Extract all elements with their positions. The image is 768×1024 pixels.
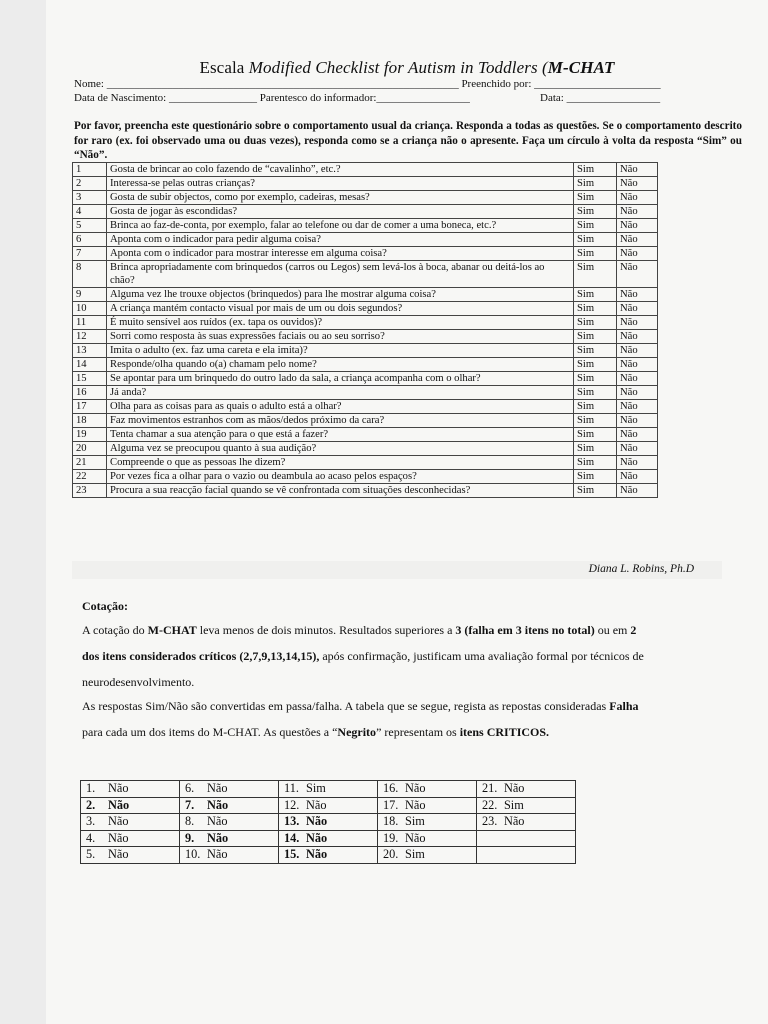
question-row bbox=[73, 163, 658, 177]
item-number: 23. bbox=[481, 814, 498, 828]
answer-no[interactable]: Não bbox=[617, 400, 658, 414]
answer-no[interactable]: Não bbox=[617, 261, 658, 288]
answer-yes[interactable]: Sim bbox=[574, 470, 617, 484]
scoring-table bbox=[80, 780, 576, 864]
answer-no[interactable]: Não bbox=[617, 470, 658, 484]
fail-answer: Sim bbox=[405, 814, 425, 828]
author-signature: Diana L. Robins, Ph.D bbox=[588, 563, 694, 575]
fail-answer: Não bbox=[207, 797, 229, 812]
question-number: 11 bbox=[73, 316, 107, 330]
fail-answer: Não bbox=[108, 781, 129, 795]
question-row bbox=[73, 456, 658, 470]
answer-no[interactable]: Não bbox=[617, 233, 658, 247]
scoring-cell bbox=[279, 830, 378, 847]
question-row bbox=[73, 330, 658, 344]
scoring-cell bbox=[279, 797, 378, 814]
answer-no[interactable]: Não bbox=[617, 316, 658, 330]
scoring-cell bbox=[81, 830, 180, 847]
question-number: 6 bbox=[73, 233, 107, 247]
item-number: 16. bbox=[383, 781, 399, 795]
answer-yes[interactable]: Sim bbox=[574, 261, 617, 288]
question-row bbox=[73, 177, 658, 191]
document-title: Escala Modified Checklist for Autism in Toddlers (M-CHAT bbox=[199, 58, 615, 77]
scoring-cell bbox=[81, 814, 180, 831]
scoring-cell bbox=[378, 830, 477, 847]
fail-answer: Não bbox=[306, 847, 328, 861]
questionnaire-table bbox=[72, 162, 658, 498]
fail-answer: Sim bbox=[503, 797, 524, 812]
question-row bbox=[73, 288, 658, 302]
scoring-cell bbox=[180, 830, 279, 847]
document-page bbox=[46, 0, 768, 1024]
answer-no[interactable]: Não bbox=[617, 247, 658, 261]
answer-yes[interactable]: Sim bbox=[574, 219, 617, 233]
answer-yes[interactable]: Sim bbox=[574, 302, 617, 316]
scoring-cell bbox=[279, 814, 378, 831]
scoring-cell bbox=[476, 797, 575, 814]
question-number: 7 bbox=[73, 247, 107, 261]
fail-answer: Não bbox=[306, 814, 328, 828]
item-number: 8. bbox=[185, 814, 195, 828]
answer-yes[interactable]: Sim bbox=[574, 344, 617, 358]
answer-yes[interactable]: Sim bbox=[574, 330, 617, 344]
answer-no[interactable]: Não bbox=[617, 442, 658, 456]
item-number: 6. bbox=[185, 781, 195, 795]
question-number: 3 bbox=[73, 191, 107, 205]
question-number: 1 bbox=[73, 163, 107, 177]
question-row bbox=[73, 400, 658, 414]
answer-yes[interactable]: Sim bbox=[574, 442, 617, 456]
answer-yes[interactable]: Sim bbox=[574, 414, 617, 428]
answer-yes[interactable]: Sim bbox=[574, 400, 617, 414]
question-row bbox=[73, 470, 658, 484]
fail-answer: Não bbox=[108, 814, 129, 828]
question-text: Por vezes fica a olhar para o vazio ou deambula ao acaso pelos espaços? bbox=[107, 470, 574, 484]
answer-no[interactable]: Não bbox=[617, 414, 658, 428]
scoring-row bbox=[81, 797, 576, 814]
answer-yes[interactable]: Sim bbox=[574, 484, 617, 498]
answer-yes[interactable]: Sim bbox=[574, 316, 617, 330]
scoring-cell bbox=[180, 797, 279, 814]
scoring-cell bbox=[378, 797, 477, 814]
question-text: Gosta de brincar ao colo fazendo de “cavalinho”, etc.? bbox=[107, 163, 574, 177]
question-row bbox=[73, 414, 658, 428]
answer-yes[interactable]: Sim bbox=[574, 177, 617, 191]
question-text: Gosta de subir objectos, como por exemplo, cadeiras, mesas? bbox=[107, 191, 574, 205]
fail-answer: Não bbox=[405, 781, 426, 795]
fail-answer: Não bbox=[207, 814, 228, 828]
item-number: 5. bbox=[86, 847, 96, 861]
question-row bbox=[73, 233, 658, 247]
answer-no[interactable]: Não bbox=[617, 163, 658, 177]
item-number: 2. bbox=[86, 797, 96, 812]
item-number: 21. bbox=[481, 781, 498, 795]
question-number: 9 bbox=[73, 288, 107, 302]
name-line: Nome: ________________________________________________________________ Preenchido por: _______________________ bbox=[74, 78, 661, 90]
answer-no[interactable]: Não bbox=[617, 386, 658, 400]
question-text: Procura a sua reacção facial quando se vê confrontada com situações desconhecidas? bbox=[107, 484, 574, 498]
answer-no[interactable]: Não bbox=[617, 484, 658, 498]
fail-answer: Sim bbox=[405, 847, 425, 861]
question-number: 16 bbox=[73, 386, 107, 400]
question-number: 21 bbox=[73, 456, 107, 470]
scoring-cell bbox=[279, 781, 378, 798]
answer-no[interactable]: Não bbox=[617, 358, 658, 372]
item-number: 20. bbox=[383, 847, 399, 861]
answer-no[interactable]: Não bbox=[617, 288, 658, 302]
answer-yes[interactable]: Sim bbox=[574, 247, 617, 261]
question-number: 19 bbox=[73, 428, 107, 442]
scoring-cell bbox=[81, 781, 180, 798]
scoring-row bbox=[81, 781, 576, 798]
question-text: Sorri como resposta às suas expressões faciais ou ao seu sorriso? bbox=[107, 330, 574, 344]
item-number: 22. bbox=[481, 797, 498, 812]
scoring-cell bbox=[378, 814, 477, 831]
question-number: 4 bbox=[73, 205, 107, 219]
question-row bbox=[73, 205, 658, 219]
scoring-heading: Cotação: bbox=[82, 599, 128, 613]
scoring-cell bbox=[378, 781, 477, 798]
question-row bbox=[73, 219, 658, 233]
scoring-cell bbox=[476, 847, 575, 864]
question-number: 17 bbox=[73, 400, 107, 414]
fail-answer: Não bbox=[503, 814, 525, 828]
scoring-cell bbox=[378, 847, 477, 864]
answer-yes[interactable]: Sim bbox=[574, 372, 617, 386]
question-row bbox=[73, 442, 658, 456]
scoring-row bbox=[81, 830, 576, 847]
question-text: Alguma vez lhe trouxe objectos (brinquedos) para lhe mostrar alguma coisa? bbox=[107, 288, 574, 302]
question-row bbox=[73, 344, 658, 358]
item-number: 4. bbox=[86, 830, 96, 845]
birth-date-line: Data de Nascimento: ________________ Parentesco do informador:_________________ bbox=[74, 92, 470, 104]
item-number: 12. bbox=[284, 797, 300, 812]
item-number: 19. bbox=[383, 830, 399, 845]
question-text: Alguma vez se preocupou quanto à sua audição? bbox=[107, 442, 574, 456]
fail-answer: Não bbox=[108, 830, 129, 845]
question-row bbox=[73, 302, 658, 316]
item-number: 9. bbox=[185, 830, 195, 845]
answer-yes[interactable]: Sim bbox=[574, 205, 617, 219]
fail-answer: Não bbox=[405, 830, 426, 845]
question-number: 20 bbox=[73, 442, 107, 456]
fail-answer: Não bbox=[207, 830, 229, 845]
question-text: Compreende o que as pessoas lhe dizem? bbox=[107, 456, 574, 470]
answer-no[interactable]: Não bbox=[617, 302, 658, 316]
item-number: 18. bbox=[383, 814, 399, 828]
answer-no[interactable]: Não bbox=[617, 456, 658, 470]
fail-answer: Não bbox=[405, 797, 426, 812]
question-text: Imita o adulto (ex. faz uma careta e ela imita)? bbox=[107, 344, 574, 358]
question-text: Olha para as coisas para as quais o adulto está a olhar? bbox=[107, 400, 574, 414]
answer-no[interactable]: Não bbox=[617, 205, 658, 219]
answer-no[interactable]: Não bbox=[617, 177, 658, 191]
answer-yes[interactable]: Sim bbox=[574, 428, 617, 442]
question-number: 10 bbox=[73, 302, 107, 316]
scoring-cell bbox=[476, 814, 575, 831]
question-number: 14 bbox=[73, 358, 107, 372]
question-text: Brinca apropriadamente com brinquedos (carros ou Legos) sem levá-los à boca, abanar ou deitá-los ao chão? bbox=[107, 261, 574, 288]
instructions: Por favor, preencha este questionário sobre o comportamento usual da criança. Responda a todas as questões. Se o comportamento descrito for raro (ex. foi observado uma ou duas vezes), responda como se a criança não o apresente. Faça um círculo à volta da resposta “Sim” ou “Não”. bbox=[74, 120, 742, 161]
question-text: Se apontar para um brinquedo do outro lado da sala, a criança acompanha com o olhar? bbox=[107, 372, 574, 386]
question-text: É muito sensível aos ruídos (ex. tapa os ouvidos)? bbox=[107, 316, 574, 330]
scoring-cell bbox=[279, 847, 378, 864]
answer-yes[interactable]: Sim bbox=[574, 358, 617, 372]
scoring-cell bbox=[180, 814, 279, 831]
item-number: 13. bbox=[284, 814, 300, 828]
answer-yes[interactable]: Sim bbox=[574, 233, 617, 247]
scoring-paragraph-2: As respostas Sim/Não são convertidas em passa/falha. A tabela que se segue, regista as repostas consideradas Falha para cada um dos items do M-CHAT. As questões a “Negrito” representam os itens CRITICOS. bbox=[82, 699, 639, 739]
question-number: 8 bbox=[73, 261, 107, 288]
question-text: Brinca ao faz-de-conta, por exemplo, falar ao telefone ou dar de comer a uma boneca, etc.? bbox=[107, 219, 574, 233]
question-text: Tenta chamar a sua atenção para o que está a fazer? bbox=[107, 428, 574, 442]
question-number: 18 bbox=[73, 414, 107, 428]
fail-answer: Não bbox=[108, 847, 129, 861]
question-text: A criança mantém contacto visual por mais de um ou dois segundos? bbox=[107, 302, 574, 316]
scoring-cell bbox=[476, 781, 575, 798]
fail-answer: Não bbox=[306, 830, 328, 845]
question-number: 12 bbox=[73, 330, 107, 344]
answer-no[interactable]: Não bbox=[617, 330, 658, 344]
answer-yes[interactable]: Sim bbox=[574, 288, 617, 302]
question-row bbox=[73, 484, 658, 498]
question-text: Faz movimentos estranhos com as mãos/dedos próximo da cara? bbox=[107, 414, 574, 428]
answer-no[interactable]: Não bbox=[617, 428, 658, 442]
question-row bbox=[73, 261, 658, 288]
question-row bbox=[73, 316, 658, 330]
question-row bbox=[73, 428, 658, 442]
scoring-row bbox=[81, 847, 576, 864]
question-number: 5 bbox=[73, 219, 107, 233]
item-number: 11. bbox=[284, 781, 299, 795]
scoring-cell bbox=[81, 797, 180, 814]
item-number: 15. bbox=[284, 847, 300, 861]
question-row bbox=[73, 372, 658, 386]
fail-answer: Não bbox=[207, 781, 228, 795]
scoring-paragraph-1: A cotação do M-CHAT leva menos de dois minutos. Resultados superiores a 3 (falha em 3 itens no total) ou em 2 dos itens considerados críticos (2,7,9,13,14,15), após confirmação, justificam uma avaliação formal por técnicos de neurodesenvolvimento. bbox=[82, 623, 644, 689]
question-text: Já anda? bbox=[107, 386, 574, 400]
item-number: 7. bbox=[185, 797, 195, 812]
fail-answer: Não bbox=[108, 797, 130, 812]
question-text: Gosta de jogar às escondidas? bbox=[107, 205, 574, 219]
fail-answer: Sim bbox=[306, 781, 326, 795]
item-number: 10. bbox=[185, 847, 201, 861]
answer-yes[interactable]: Sim bbox=[574, 386, 617, 400]
question-text: Aponta com o indicador para pedir alguma coisa? bbox=[107, 233, 574, 247]
item-number: 3. bbox=[86, 814, 96, 828]
question-row bbox=[73, 386, 658, 400]
scoring-row bbox=[81, 814, 576, 831]
item-number: 14. bbox=[284, 830, 300, 845]
answer-no[interactable]: Não bbox=[617, 191, 658, 205]
question-row bbox=[73, 191, 658, 205]
question-text: Aponta com o indicador para mostrar interesse em alguma coisa? bbox=[107, 247, 574, 261]
date-line: Data: _________________ bbox=[540, 92, 661, 104]
answer-no[interactable]: Não bbox=[617, 344, 658, 358]
scoring-cell bbox=[180, 847, 279, 864]
answer-yes[interactable]: Sim bbox=[574, 163, 617, 177]
answer-no[interactable]: Não bbox=[617, 219, 658, 233]
question-number: 15 bbox=[73, 372, 107, 386]
question-number: 23 bbox=[73, 484, 107, 498]
question-row bbox=[73, 247, 658, 261]
question-row bbox=[73, 358, 658, 372]
answer-no[interactable]: Não bbox=[617, 372, 658, 386]
fail-answer: Não bbox=[207, 847, 228, 861]
question-number: 2 bbox=[73, 177, 107, 191]
scoring-cell bbox=[476, 830, 575, 847]
question-number: 13 bbox=[73, 344, 107, 358]
fail-answer: Não bbox=[306, 797, 327, 812]
question-number: 22 bbox=[73, 470, 107, 484]
answer-yes[interactable]: Sim bbox=[574, 191, 617, 205]
scoring-cell bbox=[81, 847, 180, 864]
question-text: Interessa-se pelas outras crianças? bbox=[107, 177, 574, 191]
answer-yes[interactable]: Sim bbox=[574, 456, 617, 470]
question-text: Responde/olha quando o(a) chamam pelo nome? bbox=[107, 358, 574, 372]
fail-answer: Não bbox=[503, 781, 525, 795]
scoring-cell bbox=[180, 781, 279, 798]
item-number: 17. bbox=[383, 797, 399, 812]
item-number: 1. bbox=[86, 781, 96, 795]
